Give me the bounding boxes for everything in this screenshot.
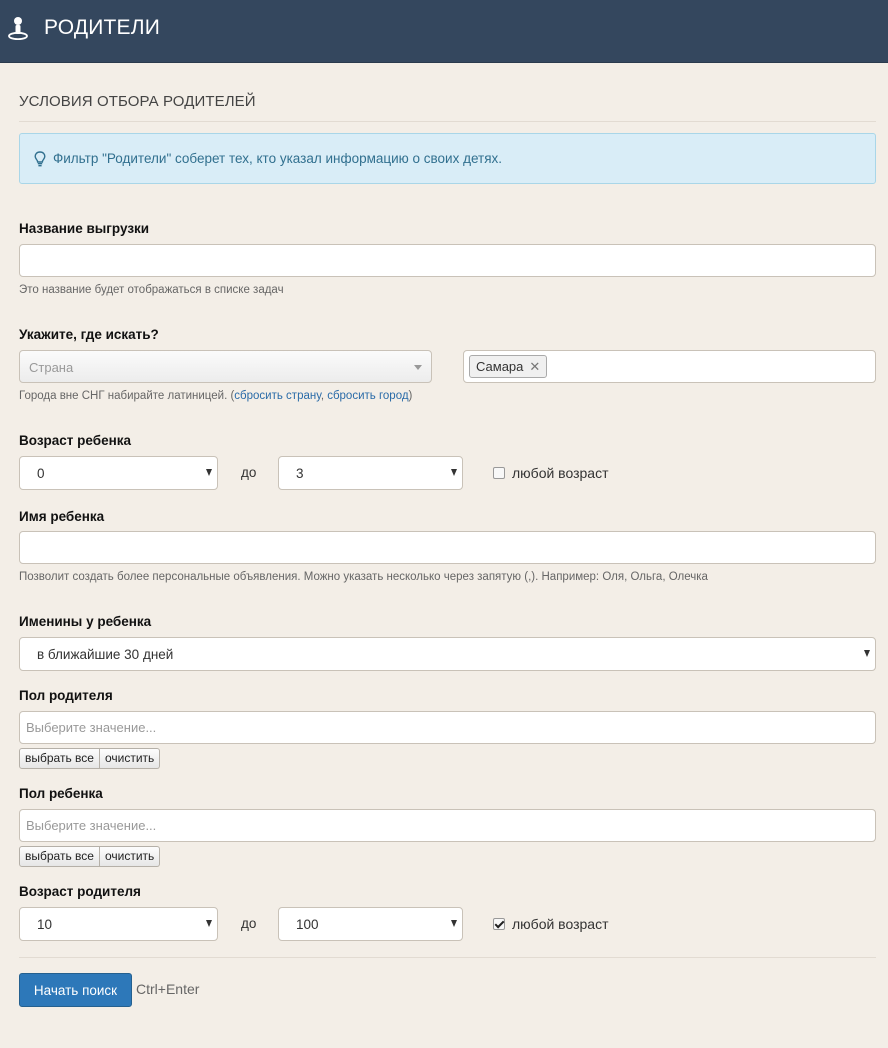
info-alert [19,133,876,184]
top-header [0,0,888,63]
start-search-button[interactable]: Начать поиск [19,973,132,1007]
section-title: УСЛОВИЯ ОТБОРА РОДИТЕЛЕЙ [19,93,256,110]
shortcut-hint: Ctrl+Enter [136,981,200,997]
export-name-help: Это название будет отображаться в списке задач [19,284,284,296]
child-any-age-checkbox[interactable] [493,467,505,479]
chevron-down-icon [451,469,457,476]
city-input[interactable] [463,350,876,383]
person-icon [8,16,28,40]
page-title: РОДИТЕЛИ [44,16,161,39]
export-name-input[interactable] [19,244,876,277]
country-select[interactable] [19,350,432,383]
parent-age-label: Возраст родителя [19,884,141,899]
chevron-down-icon [206,469,212,476]
location-help: Города вне СНГ набирайте латиницей. (сбросить страну, сбросить город) [19,390,413,402]
child-name-label: Имя ребенка [19,509,105,524]
child-age-to-select[interactable]: 3 [278,456,463,490]
child-gender-buttons [19,846,160,867]
child-age-from-select[interactable]: 0 [19,456,218,490]
clear-button[interactable]: очистить [100,748,160,769]
child-name-input[interactable] [19,531,876,564]
child-name-help: Позволит создать более персональные объявления. Можно указать несколько через запятую (,). Например: Оля, Ольга, Олечка [19,571,708,583]
select-all-button[interactable]: выбрать все [19,846,100,867]
parent-any-age-checkbox[interactable] [493,918,505,930]
child-nameday-label: Именины у ребенка [19,614,152,629]
child-gender-input[interactable] [19,809,876,842]
parent-any-age-label: любой возраст [512,916,609,932]
child-age-label: Возраст ребенка [19,433,131,448]
chevron-down-icon [206,920,212,927]
country-placeholder: Страна [29,360,74,375]
parent-age-to-select[interactable]: 100 [278,907,463,941]
clear-button[interactable]: очистить [100,846,160,867]
parent-gender-input[interactable] [19,711,876,744]
city-tag-label: Самара [476,359,524,374]
city-tag [469,355,547,378]
export-name-label: Название выгрузки [19,221,150,236]
child-nameday-select[interactable]: в ближайшие 30 дней [19,637,876,671]
child-gender-label: Пол ребенка [19,786,103,801]
divider [19,121,876,122]
divider [19,957,876,958]
chevron-down-icon [864,650,870,657]
to-label: до [241,916,257,931]
parent-age-from-select[interactable]: 10 [19,907,218,941]
to-label: до [241,465,257,480]
chevron-down-icon [414,365,422,370]
remove-tag-icon[interactable]: ✕ [529,359,541,374]
child-any-age-label: любой возраст [512,465,609,481]
chevron-down-icon [451,920,457,927]
parent-gender-label: Пол родителя [19,688,113,703]
location-label: Укажите, где искать? [19,327,159,342]
reset-city-link[interactable]: сбросить город [327,390,409,402]
reset-country-link[interactable]: сбросить страну [234,390,321,402]
alert-text: Фильтр "Родители" соберет тех, кто указал информацию о своих детях. [53,151,503,166]
lightbulb-icon [34,151,46,167]
parent-gender-buttons [19,748,160,769]
select-all-button[interactable]: выбрать все [19,748,100,769]
